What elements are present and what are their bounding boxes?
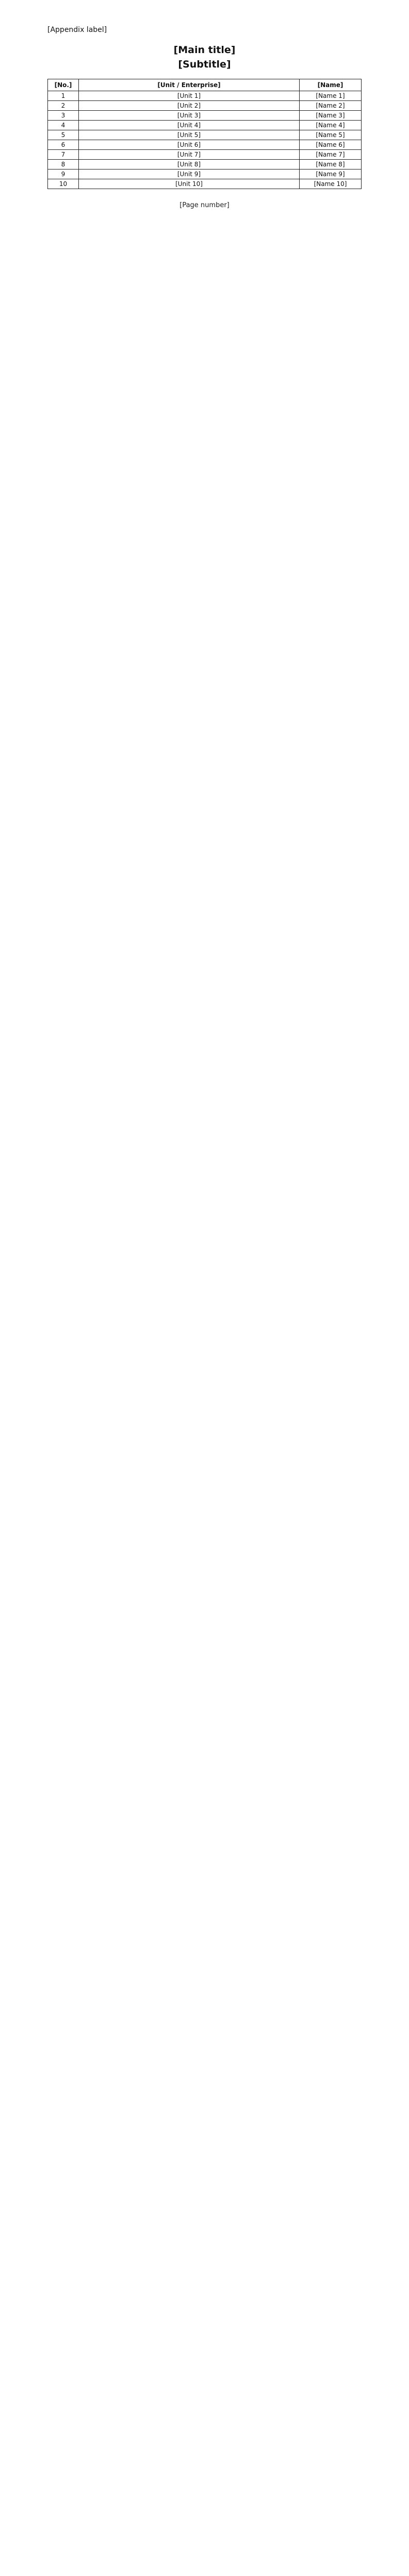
table-row <box>48 101 362 111</box>
cell-name: [Name 7] <box>300 150 362 160</box>
cell-no: 4 <box>48 121 79 130</box>
cell-name: [Name 5] <box>300 130 362 140</box>
cell-name: [Name 8] <box>300 160 362 170</box>
cell-unit: [Unit 1] <box>79 91 300 101</box>
cell-unit: [Unit 8] <box>79 160 300 170</box>
table-row <box>48 150 362 160</box>
document-title: [Main title] <box>173 44 236 56</box>
table-row <box>48 170 362 179</box>
cell-no: 7 <box>48 150 79 160</box>
name-list-table <box>47 79 362 189</box>
cell-unit: [Unit 7] <box>79 150 300 160</box>
cell-no: 5 <box>48 130 79 140</box>
cell-name: [Name 9] <box>300 170 362 179</box>
header-no: [No.] <box>48 79 79 91</box>
document-subtitle: [Subtitle] <box>178 58 231 70</box>
table-row <box>48 91 362 101</box>
table-row <box>48 130 362 140</box>
cell-unit: [Unit 6] <box>79 140 300 150</box>
table-row <box>48 160 362 170</box>
cell-no: 9 <box>48 170 79 179</box>
table-row <box>48 121 362 130</box>
cell-no: 2 <box>48 101 79 111</box>
cell-unit: [Unit 4] <box>79 121 300 130</box>
cell-unit: [Unit 9] <box>79 170 300 179</box>
cell-no: 10 <box>48 179 79 189</box>
cell-name: [Name 10] <box>300 179 362 189</box>
header-name: [Name] <box>300 79 362 91</box>
cell-unit: [Unit 2] <box>79 101 300 111</box>
cell-no: 6 <box>48 140 79 150</box>
cell-name: [Name 6] <box>300 140 362 150</box>
title-block <box>47 43 362 72</box>
cell-no: 3 <box>48 111 79 121</box>
page-footer: [Page number] <box>179 201 230 210</box>
cell-unit: [Unit 3] <box>79 111 300 121</box>
table-row <box>48 140 362 150</box>
cell-name: [Name 1] <box>300 91 362 101</box>
cell-unit: [Unit 5] <box>79 130 300 140</box>
cell-name: [Name 3] <box>300 111 362 121</box>
table-row <box>48 111 362 121</box>
table-header-row <box>48 79 362 91</box>
cell-unit: [Unit 10] <box>79 179 300 189</box>
cell-no: 1 <box>48 91 79 101</box>
cell-name: [Name 2] <box>300 101 362 111</box>
table-body <box>48 91 362 189</box>
cell-no: 8 <box>48 160 79 170</box>
cell-name: [Name 4] <box>300 121 362 130</box>
header-unit: [Unit / Enterprise] <box>79 79 300 91</box>
appendix-label: [Appendix label] <box>47 26 107 34</box>
table-row <box>48 179 362 189</box>
